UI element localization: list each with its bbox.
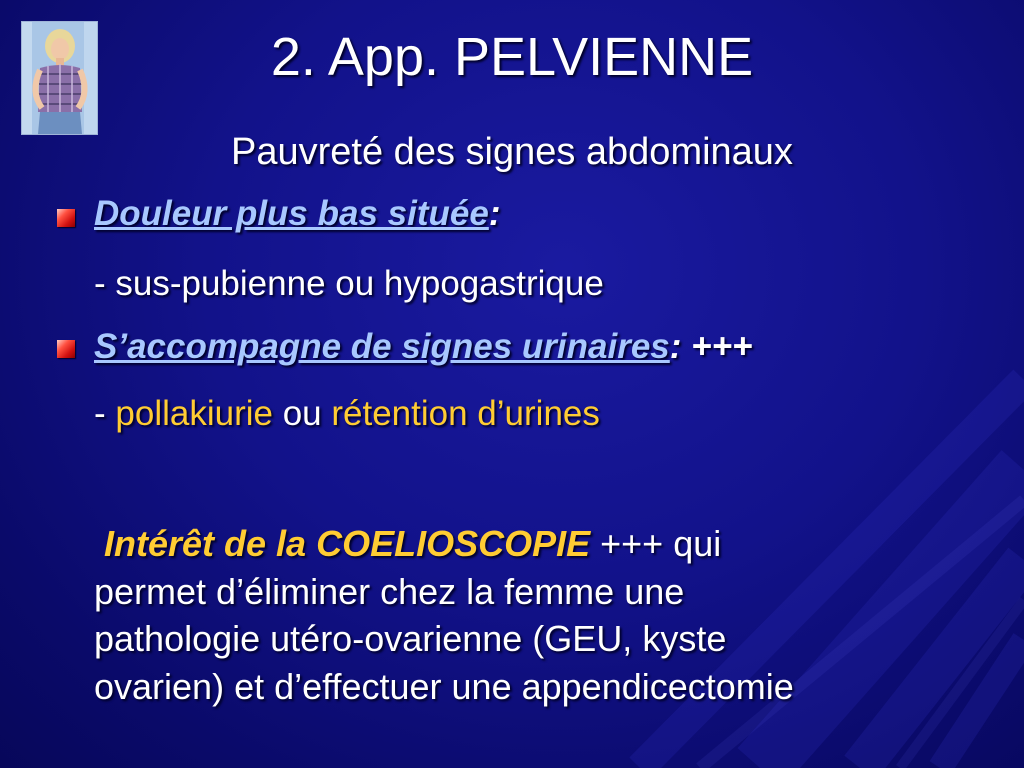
coelioscopie-highlight: Intérêt de la COELIOSCOPIE (104, 523, 591, 564)
bullet-2-term-pollakiurie: pollakiurie (115, 394, 273, 433)
coelioscopie-paragraph (94, 520, 994, 710)
bullet-marker-1 (57, 209, 75, 227)
slide-title: 2. App. PELVIENNE (270, 27, 754, 87)
slide-subtitle: Pauvreté des signes abdominaux (231, 131, 793, 173)
bullet-1-heading-line (94, 193, 500, 235)
bullet-2-term-retention: rétention d’urines (331, 394, 600, 433)
bullet-1-detail: - sus-pubienne ou hypogastrique (94, 264, 604, 303)
bullet-2-detail-conj: ou (272, 394, 332, 433)
paragraph-line-4: ovarien) et d’effectuer une appendicectomie (94, 665, 794, 707)
bullet-2-detail (94, 393, 600, 435)
paragraph-line-1-rest: +++ qui (590, 523, 722, 564)
bullet-2-detail-prefix: - (94, 394, 116, 433)
paragraph-line-3: pathologie utéro-ovarienne (GEU, kyste (94, 618, 727, 660)
bullet-2-suffix: : +++ (669, 327, 753, 366)
paragraph-line-1 (94, 520, 994, 568)
bullet-2-heading[interactable]: S’accompagne de signes urinaires (94, 327, 670, 366)
bullet-2-heading-line (94, 326, 752, 368)
bullet-marker-2 (57, 340, 75, 358)
paragraph-line-2: permet d’éliminer chez la femme une (94, 570, 685, 612)
bullet-1-heading[interactable]: Douleur plus bas située (94, 194, 489, 233)
bullet-1-suffix: : (488, 194, 501, 233)
